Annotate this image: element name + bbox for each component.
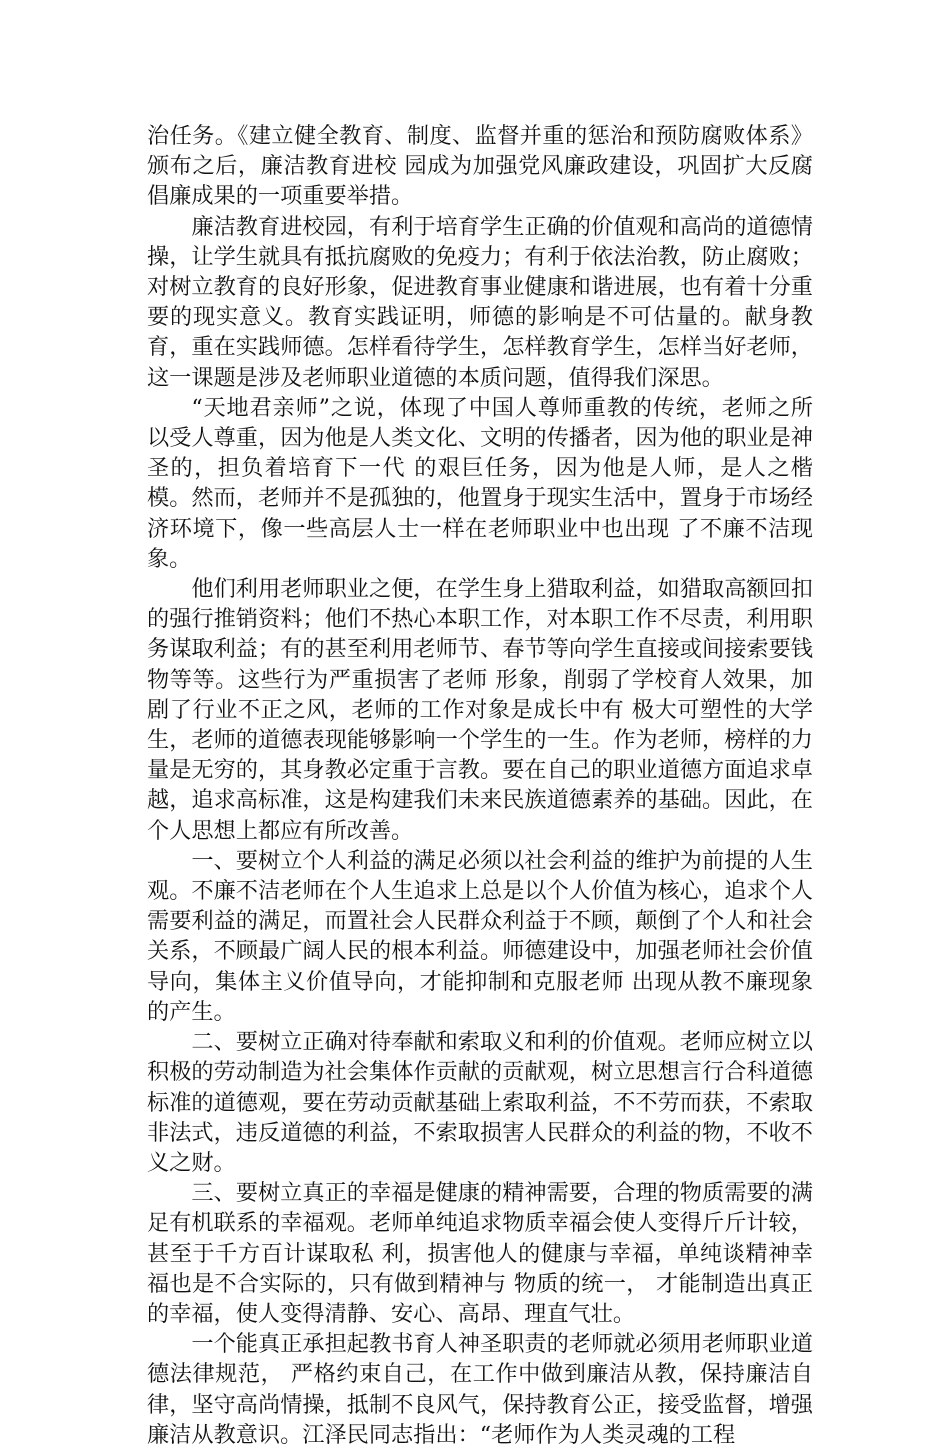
paragraph-5: 一、要树立个人利益的满足必须以社会利益的维护为前提的人生观。不廉不洁老师在个人生追求上总是以个人价值为核心，追求个人需要利益的满足，而置社会人民群众利益于不顾，颠倒了个人和社会关系，不顾最广阔人民的根本利益。师德建设中，加强老师社会价值导向，集体主义价值导向，才能抑制和克服老师 出现从教不廉现象的产生。 bbox=[147, 847, 813, 1025]
paragraph-1: 治任务。《建立健全教育、制度、监督并重的惩治和预防腐败体系》颁布之后，廉洁教育进校 园成为加强党风廉政建设，巩固扩大反腐倡廉成果的一项重要举措。 bbox=[147, 123, 813, 210]
paragraph-6: 二、要树立正确对待奉献和索取义和利的价值观。老师应树立以积极的劳动制造为社会集体作贡献的贡献观，树立思想言行合科道德标准的道德观，要在劳动贡献基础上索取利益，不不劳而获，不索取非法式，违反道德的利益，不索取损害人民群众的利益的物，不收不义之财。 bbox=[147, 1029, 813, 1176]
paragraph-7: 三、要树立真正的幸福是健康的精神需要，合理的物质需要的满足有机联系的幸福观。老师单纯追求物质幸福会使人变得斤斤计较，甚至于千方百计谋取私 利，损害他人的健康与幸福，单纯谈精神幸福也是不合实际的，只有做到精神与 物质的统一， 才能制造出真正的幸福，使人变得清静、安心、高昂、理直气壮。 bbox=[147, 1180, 813, 1327]
paragraph-3: “天地君亲师”之说，体现了中国人尊师重教的传统，老师之所以受人尊重，因为他是人类文化、文明的传播者，因为他的职业是神圣的，担负着培育下一代 的艰巨任务，因为他是人师，是人之楷模。然而，老师并不是孤独的，他置身于现实生活中，置身于市场经济环境下，像一些高层人士一样在老师职业中也出现 了不廉不洁现象。 bbox=[147, 394, 813, 572]
document-body bbox=[147, 121, 813, 1450]
paragraph-4: 他们利用老师职业之便，在学生身上猎取利益，如猎取高额回扣的强行推销资料；他们不热心本职工作，对本职工作不尽责，利用职务谋取利益；有的甚至利用老师节、春节等向学生直接或间接索要钱物等等。这些行为严重损害了老师 形象，削弱了学校育人效果，加剧了行业不正之风，老师的工作对象是成长中有 极大可塑性的大学生，老师的道德表现能够影响一个学生的一生。作为老师，榜样的力量是无穷的，其身教必定重于言教。要在自己的职业道德方面追求卓越，追求高标准，这是构建我们未来民族道德素养的基础。因此，在个人思想上都应有所改善。 bbox=[147, 576, 813, 844]
paragraph-2: 廉洁教育进校园，有利于培育学生正确的价值观和高尚的道德情操，让学生就具有抵抗腐败的免疫力；有利于依法治教，防止腐败；对树立教育的良好形象，促进教育事业健康和谐进展，也有着十分重要的现实意义。教育实践证明，师德的影响是不可估量的。献身教育，重在实践师德。怎样看待学生，怎样教育学生，怎样当好老师，这一课题是涉及老师职业道德的本质问题，值得我们深思。 bbox=[147, 213, 813, 391]
paragraph-8: 一个能真正承担起教书育人神圣职责的老师就必须用老师职业道德法律规范， 严格约束自己，在工作中做到廉洁从教，保持廉洁自律，坚守高尚情操，抵制不良风气，保持教育公正，接受监督，增强廉洁从教意识。江泽民同志指出：“老师作为人类灵魂的工程 bbox=[147, 1331, 813, 1448]
